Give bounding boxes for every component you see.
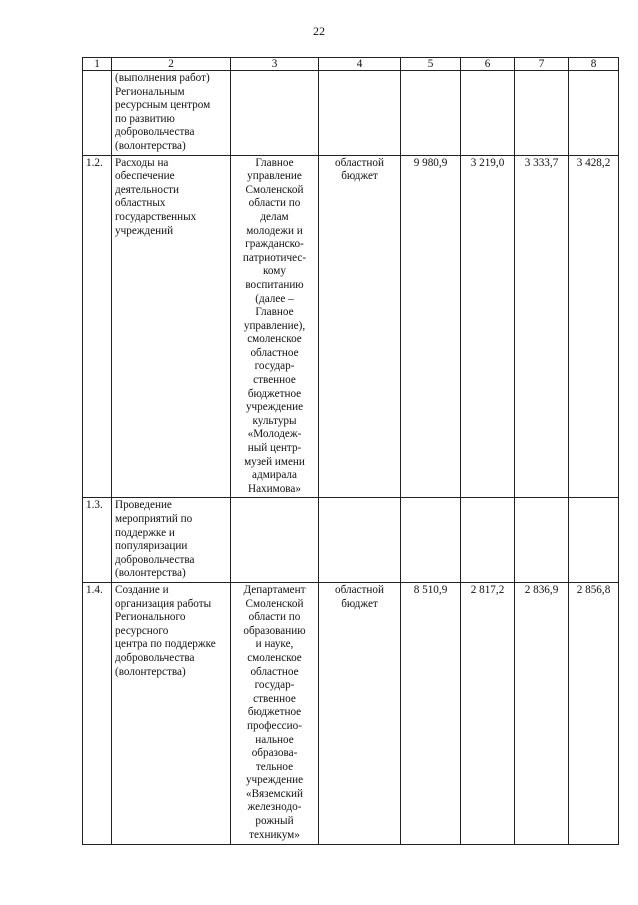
row-value-year-3 <box>569 498 619 583</box>
table-row <box>83 155 619 498</box>
row-organization: Главное управление Смоленской области по делам молодежи и гражданско- патриотичес- кому воспитанию (далее – Главное управление), смоленское областное государ- ственное бюджетное учреждение культуры «Молодеж- ный центр- музей имени адмирала Нахимова» <box>231 155 319 498</box>
row-name: (выполнения работ) Региональным ресурсным центром по развитию добровольчества (волонтерства) <box>112 71 231 156</box>
row-value-total <box>401 71 461 156</box>
column-header: 1 <box>83 58 112 71</box>
row-organization <box>231 498 319 583</box>
row-funding-source: областной бюджет <box>319 582 401 844</box>
row-value-year-3 <box>569 71 619 156</box>
column-header: 8 <box>569 58 619 71</box>
row-name: Проведение мероприятий по поддержке и популяризации добровольчества (волонтерства) <box>112 498 231 583</box>
row-value-total <box>401 498 461 583</box>
row-number: 1.4. <box>83 582 112 844</box>
table-row <box>83 582 619 844</box>
row-number: 1.2. <box>83 155 112 498</box>
page-number: 22 <box>313 24 325 38</box>
row-value-year-1: 2 817,2 <box>461 582 515 844</box>
column-header: 4 <box>319 58 401 71</box>
row-value-year-2 <box>515 498 569 583</box>
row-value-year-3: 2 856,8 <box>569 582 619 844</box>
row-funding-source <box>319 498 401 583</box>
row-funding-source: областной бюджет <box>319 155 401 498</box>
table-row <box>83 498 619 583</box>
table-header-row <box>83 58 619 71</box>
budget-table <box>82 57 619 845</box>
row-value-year-2 <box>515 71 569 156</box>
column-header: 5 <box>401 58 461 71</box>
table-row <box>83 71 619 156</box>
column-header: 7 <box>515 58 569 71</box>
row-funding-source <box>319 71 401 156</box>
row-value-year-1 <box>461 498 515 583</box>
row-number <box>83 71 112 156</box>
column-header: 2 <box>112 58 231 71</box>
row-value-year-1: 3 219,0 <box>461 155 515 498</box>
row-value-year-1 <box>461 71 515 156</box>
column-header: 3 <box>231 58 319 71</box>
row-value-year-3: 3 428,2 <box>569 155 619 498</box>
column-header: 6 <box>461 58 515 71</box>
row-organization <box>231 71 319 156</box>
row-value-total: 8 510,9 <box>401 582 461 844</box>
row-number: 1.3. <box>83 498 112 583</box>
row-value-year-2: 2 836,9 <box>515 582 569 844</box>
row-value-total: 9 980,9 <box>401 155 461 498</box>
row-name: Расходы на обеспечение деятельности областных государственных учреждений <box>112 155 231 498</box>
row-name: Создание и организация работы Регионального ресурсного центра по поддержке добровольчества (волонтерства) <box>112 582 231 844</box>
row-organization: Департамент Смоленской области по образованию и науке, смоленское областное государ- ственное бюджетное профессио- нальное образова- тельное учреждение «Вяземский железнодо- рожный техникум» <box>231 582 319 844</box>
row-value-year-2: 3 333,7 <box>515 155 569 498</box>
